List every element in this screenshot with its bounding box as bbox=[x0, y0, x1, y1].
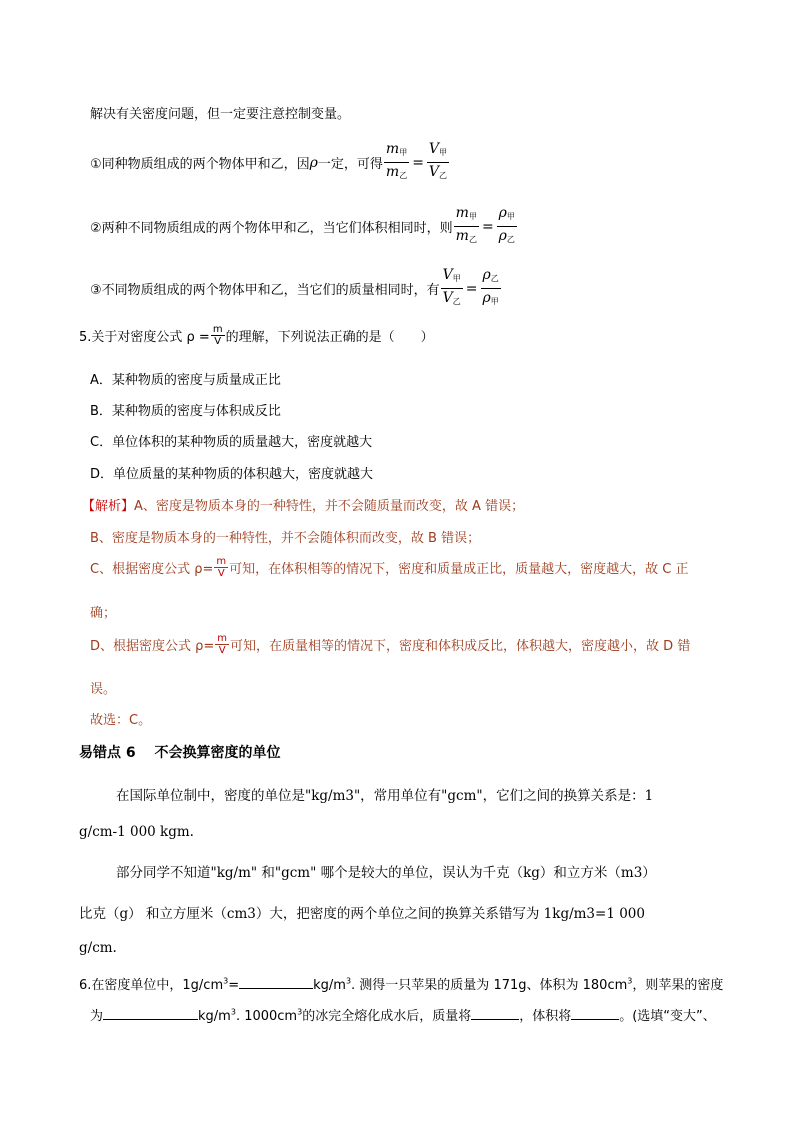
paragraph-1-line-1: 在国际单位制中，密度的单位是"kg/m3"，常用单位有"gcm"，它们之间的换算关系是：1 bbox=[116, 788, 654, 804]
analysis-b: B、密度是物质本身的一种特性，并不会随体积而改变，故 B 错误； bbox=[90, 531, 481, 546]
density-formula-fraction: $\frac{m}{V}$ bbox=[216, 556, 227, 579]
paragraph-1-line-2: g/cm-1 000 kgm. bbox=[79, 824, 194, 840]
rule-1 bbox=[90, 140, 450, 185]
paragraph-2-line-3: g/cm. bbox=[79, 940, 117, 956]
analysis-c: C、根据密度公式 ρ= $\frac{m}{V}$ 可知，在体积相等的情况下，密度和质量成正比，质量越大，密度越大，故 C 正 bbox=[90, 556, 689, 579]
option-d[interactable]: D．单位质量的某种物质的体积越大，密度就越大 bbox=[90, 467, 374, 482]
rule-1-mid: 一定，可得 bbox=[317, 157, 383, 172]
answer-blank-1[interactable] bbox=[239, 976, 313, 989]
option-a[interactable]: A．某种物质的密度与质量成正比 bbox=[90, 373, 281, 388]
answer-blank-2[interactable] bbox=[103, 1007, 198, 1020]
option-c[interactable]: C．单位体积的某种物质的质量越大，密度就越大 bbox=[90, 435, 373, 450]
option-b[interactable]: B．某种物质的密度与体积成反比 bbox=[90, 404, 281, 419]
analysis-tag: 【解析】 bbox=[82, 499, 135, 514]
analysis-d: D、根据密度公式 ρ= $\frac{m}{V}$ 可知，在质量相等的情况下，密度和体积成反比，体积越大，密度越小，故 D 错 bbox=[90, 633, 691, 656]
rule-3 bbox=[90, 266, 502, 311]
question-6-line-2: 为 $kg/m^3$. $1000cm^3$的冰完全熔化成水后，质量将 ，体积将 。(选填“变大”、 bbox=[90, 1007, 716, 1024]
analysis-c-cont: 确； bbox=[90, 606, 117, 621]
rule-2-label: ②两种不同物质组成的两个物体甲和乙，当它们体积相同时，则 bbox=[90, 221, 453, 236]
rule-3-label: ③不同物质组成的两个物体甲和乙，当它们的质量相同时，有 bbox=[90, 283, 440, 298]
equals-sign: = bbox=[465, 280, 478, 297]
section-title: 易错点 6 不会换算密度的单位 bbox=[79, 745, 281, 761]
fraction-volume: $\frac{V_甲}{V_乙}$ bbox=[442, 267, 461, 306]
paragraph-2-line-2: 比克（g） 和立方厘米（cm3）大，把密度的两个单位之间的换算关系错写为 1kg/m3=1 000 bbox=[79, 906, 645, 922]
equals-sign: = bbox=[481, 218, 494, 235]
answer-blank-4[interactable] bbox=[571, 1007, 619, 1020]
fraction-mass: $\frac{m_甲}{m_乙}$ bbox=[455, 205, 477, 244]
answer-blank-3[interactable] bbox=[471, 1007, 519, 1020]
question-6-line-1: 6.在密度单位中，$1g/cm^3= kg/m^3$. 测得一只苹果的质量为 171g、体积为 $180cm^3$，则苹果的密度 bbox=[79, 976, 724, 993]
question-5-stem: 5.关于对密度公式 ρ = $\frac{m}{V}$ 的理解，下列说法正确的是（ ） bbox=[79, 324, 434, 347]
rule-1-label: ①同种物质组成的两个物体甲和乙，因 bbox=[90, 157, 310, 172]
density-formula-fraction: $\frac{m}{V}$ bbox=[212, 324, 223, 347]
fraction-mass: $\frac{m_甲}{m_乙}$ bbox=[385, 141, 408, 180]
fraction-density: $\frac{\rho_甲}{\rho_乙}$ bbox=[498, 205, 515, 244]
density-formula-fraction: $\frac{m}{V}$ bbox=[217, 633, 228, 656]
intro-text: 解决有关密度问题，但一定要注意控制变量。 bbox=[90, 107, 351, 122]
fraction-volume: $\frac{V_甲}{V_乙}$ bbox=[428, 141, 448, 180]
analysis-a: 【解析】A、密度是物质本身的一种特性，并不会随质量而改变，故 A 错误； bbox=[82, 499, 525, 514]
rule-2 bbox=[90, 204, 518, 249]
analysis-d-cont: 误。 bbox=[90, 682, 117, 697]
paragraph-2-line-1: 部分同学不知道"kg/m" 和"gcm" 哪个是较大的单位，误认为千克（kg）和立方米（m3） bbox=[116, 865, 656, 881]
answer: 故选：C。 bbox=[90, 713, 152, 728]
fraction-density: $\frac{\rho_乙}{\rho_甲}$ bbox=[482, 267, 499, 306]
equals-sign: = bbox=[412, 154, 424, 171]
rho-symbol: ρ bbox=[309, 154, 318, 171]
